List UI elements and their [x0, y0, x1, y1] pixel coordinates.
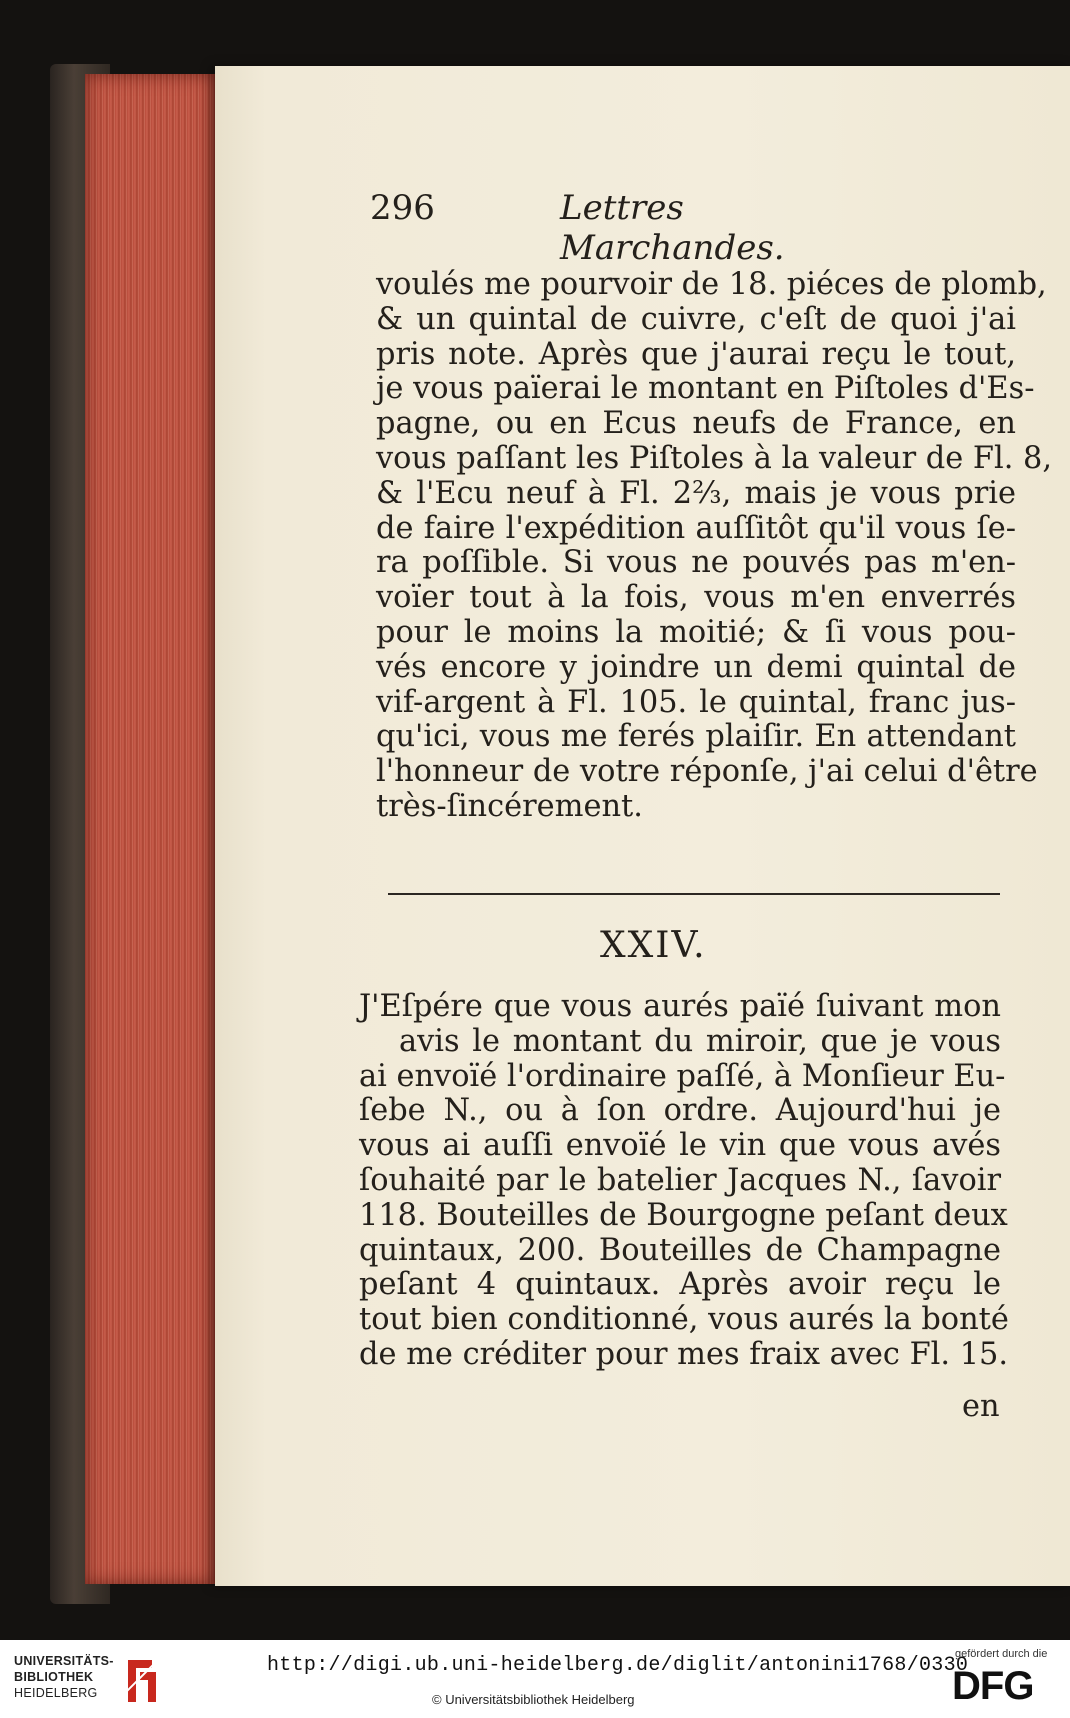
- text-line: voulés me pourvoir de 18. piéces de plomb,: [376, 267, 1047, 302]
- library-name-line: UNIVERSITÄTS-: [14, 1654, 114, 1668]
- section-divider-rule: [388, 893, 1000, 895]
- text-line: l'honneur de votre réponſe, j'ai celui d'être: [376, 754, 1038, 790]
- text-line: vés encore y joindre un demi quintal de: [376, 649, 1016, 685]
- text-line: ra poſſible. Si vous ne pouvés pas m'en-: [376, 545, 1016, 581]
- letter-text-new: [359, 989, 1009, 1373]
- text-line: je vous païerai le montant en Piſtoles d'Es-: [376, 371, 1035, 407]
- library-name-line: HEIDELBERG: [14, 1686, 98, 1700]
- text-line: avis le montant du miroir, que je vous: [399, 1023, 1001, 1059]
- text-line: & l'Ecu neuf à Fl. 2⅔, mais je vous prie: [376, 475, 1016, 511]
- text-line: ai envoïé l'ordinaire paſſé, à Monſieur Eu-: [359, 1058, 1006, 1094]
- text-line: pour le moins la moitié; & ſi vous pou-: [376, 614, 1016, 650]
- library-logo-mark-icon: [122, 1656, 162, 1706]
- text-line: vous paſſant les Piſtoles à la valeur de Fl. 8,: [376, 440, 1053, 476]
- text-line: peſant 4 quintaux. Après avoir reçu le: [359, 1267, 1001, 1303]
- text-line: très-ſincérement.: [376, 788, 643, 824]
- text-line: de me créditer pour mes fraix avec Fl. 15.: [359, 1336, 1009, 1372]
- section-heading: XXIV.: [600, 925, 707, 966]
- text-line: vif-argent à Fl. 105. le quintal, franc jus-: [376, 684, 1016, 720]
- page-number: 296: [370, 188, 435, 228]
- text-line: J'Eſpére que vous aurés païé ſuivant mon: [359, 989, 1001, 1024]
- text-line: 118. Bouteilles de Bourgogne peſant deux: [359, 1197, 1008, 1233]
- dfg-logo[interactable]: DFG: [952, 1664, 1034, 1708]
- running-title: Lettres Marchandes.: [560, 188, 785, 268]
- letter-text-continued: [376, 267, 1053, 825]
- document-url-link[interactable]: http://digi.ub.uni-heidelberg.de/diglit/antonini1768/0330: [267, 1654, 969, 1677]
- text-line: tout bien conditionné, vous aurés la bonté: [359, 1302, 1009, 1338]
- text-line: qu'ici, vous me ferés plaiſir. En attendant: [376, 719, 1016, 755]
- text-line: ſouhaité par le batelier Jacques N., ſavoir: [359, 1162, 1001, 1198]
- running-head: [370, 188, 870, 268]
- catchword: en: [962, 1389, 1000, 1424]
- text-line: vous ai auſſi envoïé le vin que vous avés: [359, 1128, 1001, 1164]
- funding-note: gefördert durch die: [955, 1648, 1048, 1660]
- library-name-line: BIBLIOTHEK: [14, 1670, 94, 1684]
- copyright-notice: © Universitätsbibliothek Heidelberg: [432, 1692, 635, 1707]
- text-line: pagne, ou en Ecus neufs de France, en: [376, 406, 1016, 442]
- text-line: & un quintal de cuivre, c'eſt de quoi j'ai: [376, 301, 1016, 337]
- text-line: pris note. Après que j'aurai reçu le tout,: [376, 336, 1016, 372]
- text-line: ſebe N., ou à ſon ordre. Aujourd'hui je: [359, 1093, 1001, 1129]
- viewer-footer: [0, 1640, 1070, 1718]
- library-logo[interactable]: [14, 1654, 164, 1710]
- text-line: quintaux, 200. Bouteilles de Champagne: [359, 1232, 1001, 1268]
- text-line: de faire l'expédition auſſitôt qu'il vous ſe-: [376, 510, 1016, 546]
- red-page-edges: [85, 74, 215, 1584]
- text-line: voïer tout à la fois, vous m'en enverrés: [376, 580, 1016, 616]
